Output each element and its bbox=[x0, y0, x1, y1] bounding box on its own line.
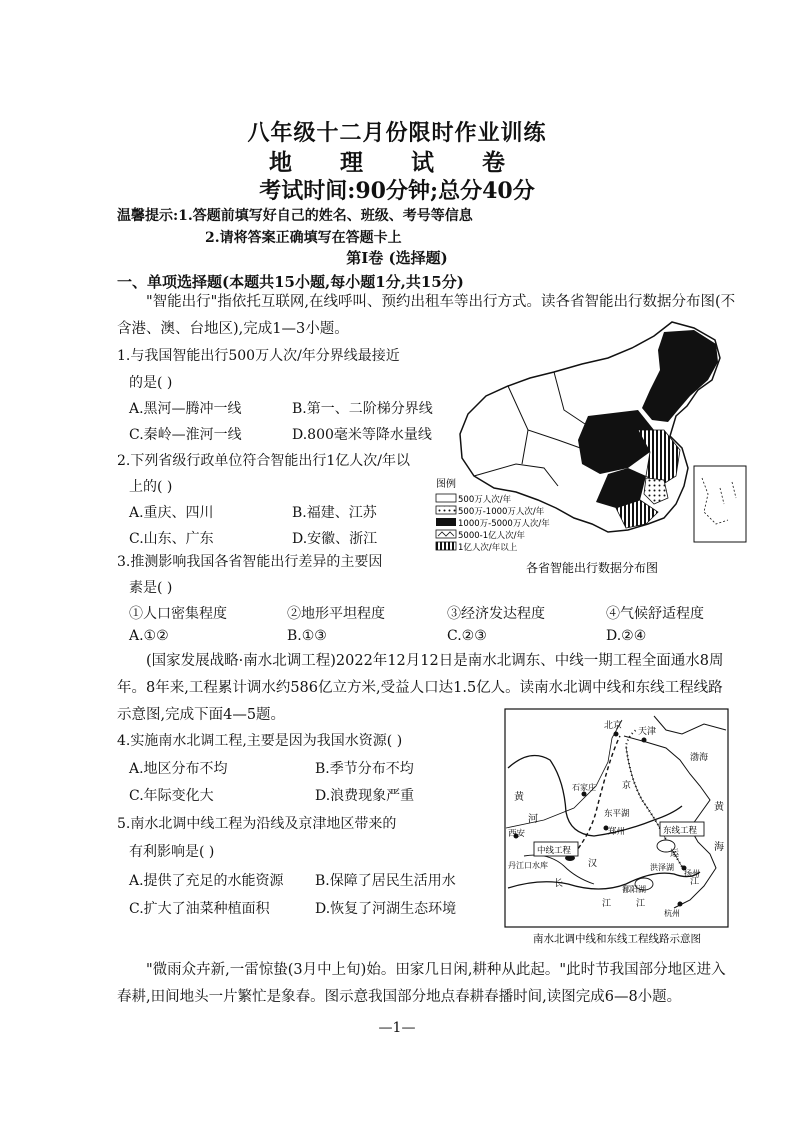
label-huang-river: 黄 bbox=[514, 792, 524, 803]
legend-swatch-1 bbox=[436, 494, 456, 502]
question-5-option-a: A.提供了充足的水能资源 bbox=[129, 873, 284, 889]
section-title: 一、单项选择题(本题共15小题,每小题1分,共15分) bbox=[117, 273, 464, 291]
water-diversion-map bbox=[504, 708, 730, 948]
intro-paragraph-3: "微雨众卉新,一雷惊蛰(3月中上旬)始。田家几日闲,耕种从此起。"此时节我国部分地区进入春耕,田间地头一片繁忙是象春。图示意我国部分地点春耕春播时间,读图完成6—8小题。 bbox=[117, 962, 726, 1005]
question-1-stem-cont: 的是( ) bbox=[129, 375, 173, 391]
label-river-he: 河 bbox=[528, 814, 538, 825]
legend-label-4: 5000-1亿人次/年 bbox=[458, 531, 525, 541]
label-yun: 运 bbox=[670, 849, 680, 859]
label-shijiazhuang: 石家庄 bbox=[572, 783, 596, 792]
label-yangzhou: 扬州 bbox=[684, 869, 700, 878]
question-2-stem-cont: 上的( ) bbox=[129, 479, 173, 495]
exam-title: 八年级十二月份限时作业训练 bbox=[247, 120, 547, 146]
legend-swatch-4 bbox=[436, 530, 456, 538]
label-yellow-sea: 黄 bbox=[714, 802, 724, 813]
legend-label-2: 500万-1000万人次/年 bbox=[458, 507, 545, 517]
legend-swatch-5 bbox=[436, 542, 456, 550]
question-5-option-c: C.扩大了油菜种植面积 bbox=[129, 901, 270, 917]
label-zhengzhou: 郑州 bbox=[608, 827, 626, 837]
question-3-option-a: A.①② bbox=[129, 628, 169, 644]
label-beijing: 北京 bbox=[604, 721, 623, 731]
legend-label-1: 500万人次/年 bbox=[458, 495, 512, 505]
question-2-option-d: D.安徽、浙江 bbox=[292, 531, 378, 547]
page-number: —1— bbox=[378, 1020, 416, 1036]
label-chang: 长 bbox=[554, 879, 564, 889]
volume-title: 第Ⅰ卷 (选择题) bbox=[346, 249, 448, 267]
label-xian: 西安 bbox=[508, 829, 526, 839]
label-bohai: 渤海 bbox=[690, 753, 709, 763]
label-jiang-3: 江 bbox=[690, 877, 700, 887]
question-3-stem-cont: 素是( ) bbox=[129, 580, 173, 596]
label-sea-hai: 海 bbox=[714, 842, 724, 853]
label-tianjin: 天津 bbox=[638, 727, 657, 737]
question-5-option-b: B.保障了居民生活用水 bbox=[315, 873, 456, 889]
intro-paragraph-1: "智能出行"指依托互联网,在线呼叫、预约出租车等出行方式。读各省智能出行数据分布图(不含港、澳、台地区),完成1—3小题。 bbox=[117, 294, 736, 337]
label-dongping: 东平湖 bbox=[604, 809, 630, 819]
question-2-option-b: B.福建、江苏 bbox=[292, 505, 377, 521]
question-4-option-a: A.地区分布不均 bbox=[129, 761, 228, 777]
intro-paragraph-2: (国家发展战略·南水北调工程)2022年12月12日是南水北调东、中线一期工程全面通水8周年。8年来,工程累计调水约586亿立方米,受益人口达1.5亿人。读南水北调中线和东线工程线路示意图,完成下面4—5题。 bbox=[117, 653, 724, 723]
question-2-option-a: A.重庆、四川 bbox=[129, 505, 214, 521]
label-han: 汉 bbox=[588, 859, 598, 869]
question-3-factor-2: ②地形平坦程度 bbox=[287, 606, 385, 622]
question-3-factor-4: ④气候舒适程度 bbox=[606, 606, 704, 622]
question-1-option-c: C.秦岭—淮河一线 bbox=[129, 427, 242, 443]
legend-swatch-2 bbox=[436, 506, 456, 514]
label-jiang-2: 江 bbox=[636, 899, 646, 909]
legend-label-5: 1亿人次/年以上 bbox=[458, 543, 518, 553]
label-jing: 京 bbox=[622, 781, 632, 791]
question-1-stem: 1.与我国智能出行500万人次/年分界线最接近 bbox=[117, 348, 400, 364]
east-route-label: 东线工程 bbox=[663, 826, 698, 836]
map-legend-title: 图例 bbox=[436, 479, 456, 490]
question-2-stem: 2.下列省级行政单位符合智能出行1亿人次/年以 bbox=[117, 453, 410, 469]
question-2-option-c: C.山东、广东 bbox=[129, 531, 214, 547]
question-5-stem: 5.南水北调中线工程为沿线及京津地区带来的 bbox=[117, 816, 397, 832]
question-3-option-d: D.②④ bbox=[606, 628, 647, 644]
tips-line-1: 温馨提示:1.答题前填写好自己的姓名、班级、考号等信息 bbox=[117, 208, 473, 224]
smart-travel-map bbox=[432, 318, 754, 586]
tips-line-2: 2.请将答案正确填写在答题卡上 bbox=[205, 230, 402, 246]
question-1-option-a: A.黑河—腾冲一线 bbox=[129, 401, 242, 417]
label-hongze: 洪泽湖 bbox=[650, 863, 674, 872]
exam-subtitle: 地 理 试 卷 bbox=[268, 149, 526, 176]
question-4-stem: 4.实施南水北调工程,主要是因为我国水资源( ) bbox=[117, 733, 403, 749]
label-poyang: 鄱阳湖 bbox=[622, 885, 646, 894]
question-3-option-c: C.②③ bbox=[447, 628, 487, 644]
question-5-option-d: D.恢复了河湖生态环境 bbox=[315, 901, 457, 917]
question-3-stem: 3.推测影响我国各省智能出行差异的主要因 bbox=[117, 554, 383, 570]
legend-swatch-3 bbox=[436, 518, 456, 526]
label-hangzhou: 杭州 bbox=[664, 909, 680, 918]
label-jiang-1: 江 bbox=[602, 899, 612, 909]
question-4-option-d: D.浪费现象严重 bbox=[315, 788, 415, 804]
question-1-option-d: D.800毫米等降水量线 bbox=[292, 427, 432, 443]
map1-caption: 各省智能出行数据分布图 bbox=[525, 561, 659, 575]
map2-caption: 南水北调中线和东线工程线路示意图 bbox=[533, 933, 701, 945]
legend-label-3: 1000万-5000万人次/年 bbox=[458, 519, 550, 529]
exam-time: 考试时间:90分钟;总分40分 bbox=[259, 178, 535, 204]
label-danjiangkou: 丹江口水库 bbox=[508, 861, 548, 870]
question-4-option-b: B.季节分布不均 bbox=[315, 761, 414, 777]
question-3-factor-3: ③经济发达程度 bbox=[447, 606, 545, 622]
question-5-stem-cont: 有利影响是( ) bbox=[129, 844, 215, 860]
question-3-factor-1: ①人口密集程度 bbox=[129, 606, 227, 622]
question-4-option-c: C.年际变化大 bbox=[129, 788, 214, 804]
question-3-option-b: B.①③ bbox=[287, 628, 327, 644]
question-1-option-b: B.第一、二阶梯分界线 bbox=[292, 401, 433, 417]
middle-route-label: 中线工程 bbox=[537, 846, 572, 856]
